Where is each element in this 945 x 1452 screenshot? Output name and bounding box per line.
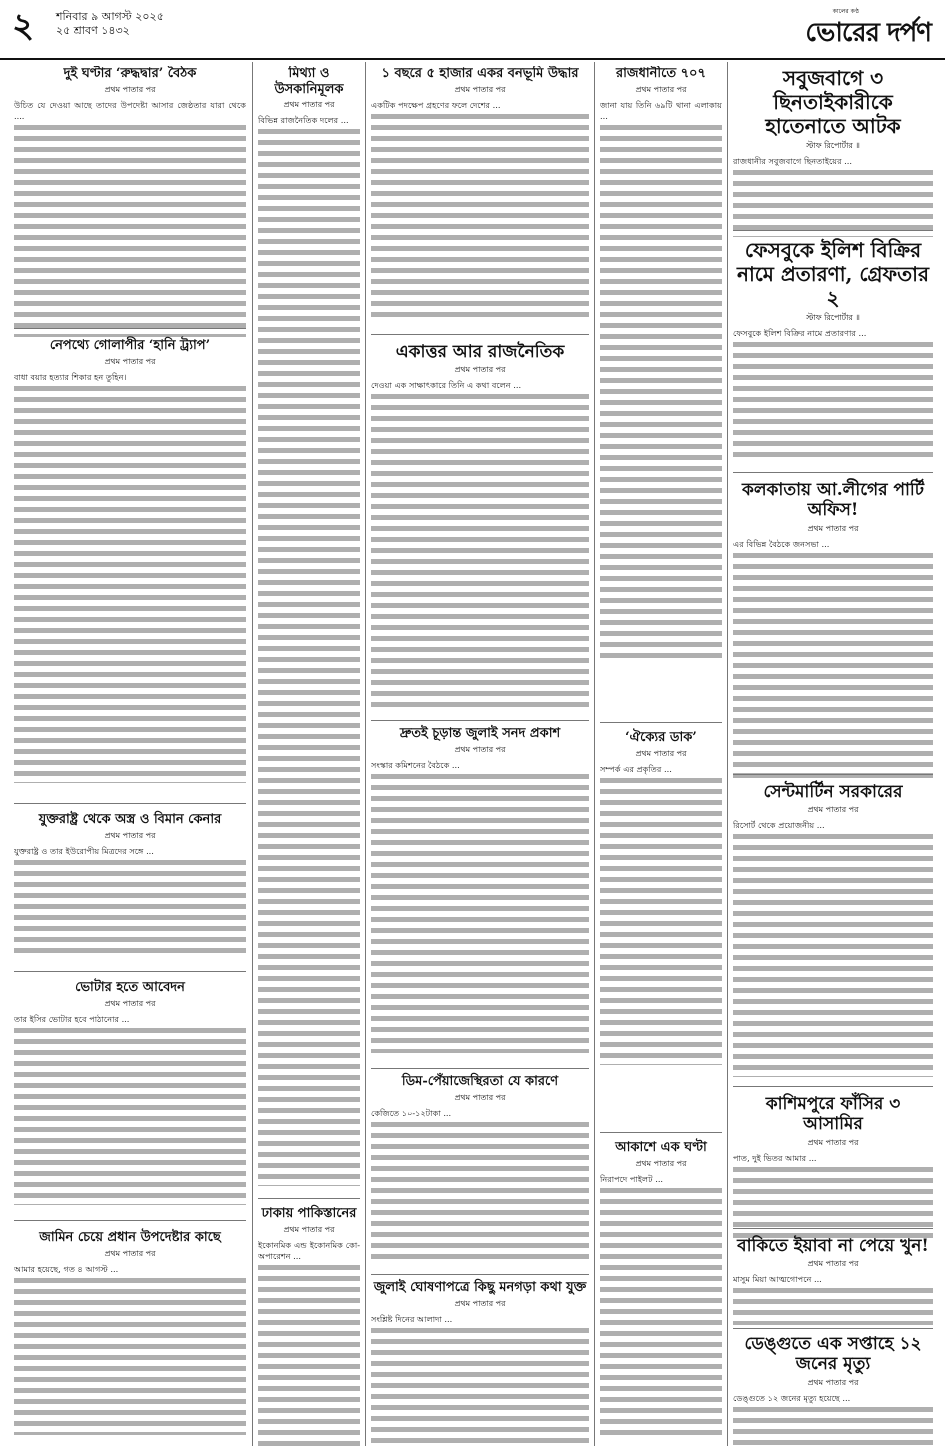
story-byline: স্টাফ রিপোর্টার ॥ bbox=[806, 313, 860, 322]
divider bbox=[733, 1328, 933, 1329]
story-body-text bbox=[733, 167, 933, 237]
column-center bbox=[371, 66, 589, 1446]
story-headline: ডিম-পেঁয়াজেস্থিরতা যে কারণে bbox=[401, 1074, 559, 1089]
story-lead: পাত, দুই ভিতর আমার ... bbox=[733, 1152, 817, 1163]
story-byline: প্রথম পাতার পর bbox=[454, 365, 506, 375]
story-body-text bbox=[733, 831, 933, 1077]
story-lead: কেজিতে ১০-১২টাকা ... bbox=[371, 1107, 452, 1118]
story-lead: রিসোর্ট থেকে প্রয়োজনীয় ... bbox=[733, 820, 825, 831]
story bbox=[733, 782, 933, 1082]
divider bbox=[600, 1132, 722, 1133]
story-lead: ফেসবুকে ইলিশ বিক্রির নামে প্রতারণার ... bbox=[733, 328, 867, 338]
story-lead: রাজধানীর সবুজবাগে ছিনতাইয়ের ... bbox=[733, 156, 852, 166]
date-block bbox=[56, 10, 164, 38]
story-body-text bbox=[733, 1285, 933, 1325]
story-headline: কলকাতায় আ.লীগের পার্টি অফিস! bbox=[741, 480, 925, 521]
story-lead: মাসুম মিয়া আত্মগোপনে ... bbox=[733, 1274, 822, 1285]
story-headline: সবুজবাগে ৩ ছিনতাইকারীকে হাতেনাতে আটক bbox=[765, 66, 901, 138]
story-byline: প্রথম পাতার পর bbox=[807, 1259, 859, 1269]
divider bbox=[733, 1228, 933, 1229]
divider bbox=[14, 1220, 246, 1221]
story bbox=[258, 1206, 360, 1446]
story-body-text bbox=[14, 383, 246, 783]
story-byline: প্রথম পাতার পর bbox=[104, 998, 156, 1008]
story bbox=[14, 980, 246, 1216]
story-body-text bbox=[14, 857, 246, 957]
story bbox=[733, 238, 933, 468]
story-body-text bbox=[371, 1119, 589, 1259]
story-headline: ফেসবুকে ইলিশ বিক্রির নামে প্রতারণা, গ্রেফতার ২ bbox=[737, 238, 929, 310]
story-body-text bbox=[733, 550, 933, 782]
masthead bbox=[0, 0, 945, 60]
story-body-text bbox=[733, 339, 933, 459]
column-divider bbox=[727, 62, 728, 1446]
divider bbox=[258, 1198, 360, 1199]
story-headline: ১ বছরে ৫ হাজার একর বনভূমি উদ্ধার bbox=[381, 66, 579, 81]
story-body-text bbox=[733, 1164, 933, 1244]
page-number: ২ bbox=[12, 6, 35, 46]
story-lead: সংশ্লিষ্ট দিনের আলাদা ... bbox=[371, 1313, 453, 1324]
story-lead: বাধা বয়ার হত্যার শিকার হন তুহিন। bbox=[14, 371, 127, 382]
story bbox=[733, 480, 933, 770]
story-lead: ইকোনমিক এন্ড ইকোনমিক কো-অপারেশন ... bbox=[258, 1239, 360, 1261]
story-body-text bbox=[600, 122, 722, 662]
column-narrow bbox=[258, 66, 360, 1446]
logo-text: ভোরের দর্পণ bbox=[805, 18, 931, 48]
story-byline: প্রথম পাতার পর bbox=[104, 84, 156, 94]
story bbox=[14, 1230, 246, 1440]
story-body-text bbox=[258, 126, 360, 1186]
divider bbox=[733, 1086, 933, 1087]
divider bbox=[14, 971, 246, 972]
story-lead: এর বিভিন্ন বৈঠকে জনসভা ... bbox=[733, 538, 830, 549]
story-body-text bbox=[14, 122, 246, 337]
story-body-text bbox=[371, 1325, 589, 1443]
story-byline: প্রথম পাতার পর bbox=[454, 84, 506, 94]
story-headline: ডেঙ্গুতে এক সপ্তাহে ১২ জনের মৃত্যু bbox=[744, 1334, 922, 1375]
divider bbox=[371, 1068, 589, 1069]
story-lead: বিভিন্ন রাজনৈতিক দলের ... bbox=[258, 115, 349, 126]
story-byline: প্রথম পাতার পর bbox=[104, 1248, 156, 1258]
story-body-text bbox=[371, 771, 589, 1053]
story bbox=[14, 812, 246, 966]
story bbox=[600, 66, 722, 666]
story-lead: সম্পর্ক এর প্রকৃতির ... bbox=[600, 763, 672, 774]
story bbox=[371, 1280, 589, 1446]
divider bbox=[371, 1274, 589, 1275]
date-gregorian: শনিবার ৯ আগস্ট ২০২৫ bbox=[56, 10, 164, 23]
story-byline: প্রথম পাতার পর bbox=[104, 356, 156, 366]
column-divider bbox=[594, 62, 595, 1446]
story-headline: দুই ঘণ্টার ‘রুদ্ধদ্বার’ বৈঠক bbox=[63, 66, 197, 81]
story-headline: কাশিমপুরে ফাঁসির ৩ আসামির bbox=[765, 1094, 901, 1135]
story-byline: প্রথম পাতার পর bbox=[454, 1298, 506, 1308]
story-headline: দ্রুতই চূড়ান্ত জুলাই সনদ প্রকাশ bbox=[399, 726, 561, 741]
story-body-text bbox=[14, 1275, 246, 1435]
story-headline: জামিন চেয়ে প্রধান উপদেষ্টার কাছে bbox=[39, 1230, 221, 1245]
date-bangla: ২৫ শ্রাবণ ১৪৩২ bbox=[56, 24, 130, 37]
story-lead: দেওয়া এক সাক্ষাৎকারে তিনি এ কথা বলেন ... bbox=[371, 380, 522, 391]
story bbox=[733, 1236, 933, 1326]
story-byline: প্রথম পাতার পর bbox=[635, 84, 687, 94]
story-byline: প্রথম পাতার পর bbox=[635, 748, 687, 758]
story-lead: আমার হয়েছে, গত ৪ আগস্ট ... bbox=[14, 1263, 119, 1274]
story-byline: প্রথম পাতার পর bbox=[283, 100, 335, 110]
story bbox=[371, 1074, 589, 1270]
story-byline: প্রথম পাতার পর bbox=[454, 744, 506, 754]
divider bbox=[733, 472, 933, 473]
divider bbox=[733, 230, 933, 231]
divider bbox=[733, 774, 933, 775]
story-body-text bbox=[600, 775, 722, 1065]
story-headline: আকাশে এক ঘণ্টা bbox=[615, 1140, 707, 1155]
logo-tagline: কালের কণ্ঠ bbox=[832, 8, 859, 15]
story-headline: নেপথ্যে গোলাপীর ‘হানি ট্র্যাপ’ bbox=[49, 338, 211, 353]
story-byline: প্রথম পাতার পর bbox=[807, 523, 859, 533]
story-headline: সেন্টমার্টিন সরকারের bbox=[763, 782, 903, 802]
story-body-text bbox=[371, 391, 589, 709]
story-headline: একাত্তর আর রাজনৈতিক bbox=[395, 342, 565, 362]
story bbox=[733, 66, 933, 226]
story-lead: নিরাপদে পাইলট ... bbox=[600, 1173, 664, 1184]
story-headline: যুক্তরাষ্ট্র থেকে অস্ত্র ও বিমান কেনার bbox=[38, 812, 222, 827]
story bbox=[733, 1094, 933, 1226]
story-headline: ভোটার হতে আবেদন bbox=[75, 980, 185, 995]
story-headline: রাজধানীতে ৭০৭ bbox=[616, 66, 706, 81]
story-body-text bbox=[733, 1404, 933, 1446]
story-lead: জানা যায় তিনি ৬৯টি থানা এলাকায় ... bbox=[600, 99, 722, 121]
story-headline: ‘ঐক্যের ডাক’ bbox=[625, 730, 697, 745]
story bbox=[14, 66, 246, 326]
story-body-text bbox=[14, 1025, 246, 1205]
story-lead: একটিক পদক্ষেপ গ্রহণের ফলে দেশের ... bbox=[371, 99, 501, 110]
story-body-text bbox=[600, 1185, 722, 1441]
story-byline: স্টাফ রিপোর্টার ॥ bbox=[806, 141, 860, 150]
story-lead: উচিত যে দেওয়া আছে তাদের উপদেষ্টা আসার জেষ্ঠতার যারা থেকে .... bbox=[14, 99, 246, 121]
column-right-narrow bbox=[600, 66, 722, 1446]
story-headline: জুলাই ঘোষণাপত্রে কিছু মনগড়া কথা যুক্ত bbox=[373, 1280, 587, 1295]
story-byline: প্রথম পাতার পর bbox=[283, 1224, 335, 1234]
story-lead: ডেঙ্গুতে ১২ জনের মৃত্যু হয়েছে ... bbox=[733, 1392, 851, 1403]
story bbox=[600, 1140, 722, 1446]
story-headline: ঢাকায় পাকিস্তানের bbox=[261, 1206, 357, 1221]
story-lead: তার ইসির ভোটার হবে পাঠানোর ... bbox=[14, 1013, 130, 1024]
story-lead: যুক্তরাষ্ট্র ও তার ইউরোপীয় মিত্রদের সঙ্গে ... bbox=[14, 845, 154, 856]
divider bbox=[371, 334, 589, 335]
story bbox=[371, 342, 589, 718]
story bbox=[600, 730, 722, 1076]
divider bbox=[600, 722, 722, 723]
story bbox=[258, 66, 360, 1186]
story bbox=[371, 726, 589, 1064]
story-headline: মিথ্যা ও উসকানিমূলক bbox=[274, 66, 344, 97]
divider bbox=[14, 803, 246, 804]
story-byline: প্রথম পাতার পর bbox=[807, 1137, 859, 1147]
story-byline: প্রথম পাতার পর bbox=[807, 805, 859, 815]
story bbox=[14, 338, 246, 798]
column-left bbox=[14, 66, 246, 1446]
story-byline: প্রথম পাতার পর bbox=[104, 830, 156, 840]
story-byline: প্রথম পাতার পর bbox=[635, 1158, 687, 1168]
divider bbox=[14, 328, 246, 329]
story-body-text bbox=[258, 1262, 360, 1446]
story bbox=[371, 66, 589, 332]
column-divider bbox=[252, 62, 253, 1446]
divider bbox=[371, 720, 589, 721]
story-body-text bbox=[371, 111, 589, 321]
story-lead: সংস্কার কমিশনের বৈঠকে ... bbox=[371, 759, 460, 770]
story-byline: প্রথম পাতার পর bbox=[454, 1092, 506, 1102]
newspaper-logo bbox=[791, 4, 931, 50]
column-right bbox=[733, 66, 933, 1446]
column-divider bbox=[365, 62, 366, 1446]
story-headline: বাকিতে ইয়াবা না পেয়ে খুন! bbox=[737, 1236, 929, 1256]
story-byline: প্রথম পাতার পর bbox=[807, 1377, 859, 1387]
story bbox=[733, 1334, 933, 1446]
